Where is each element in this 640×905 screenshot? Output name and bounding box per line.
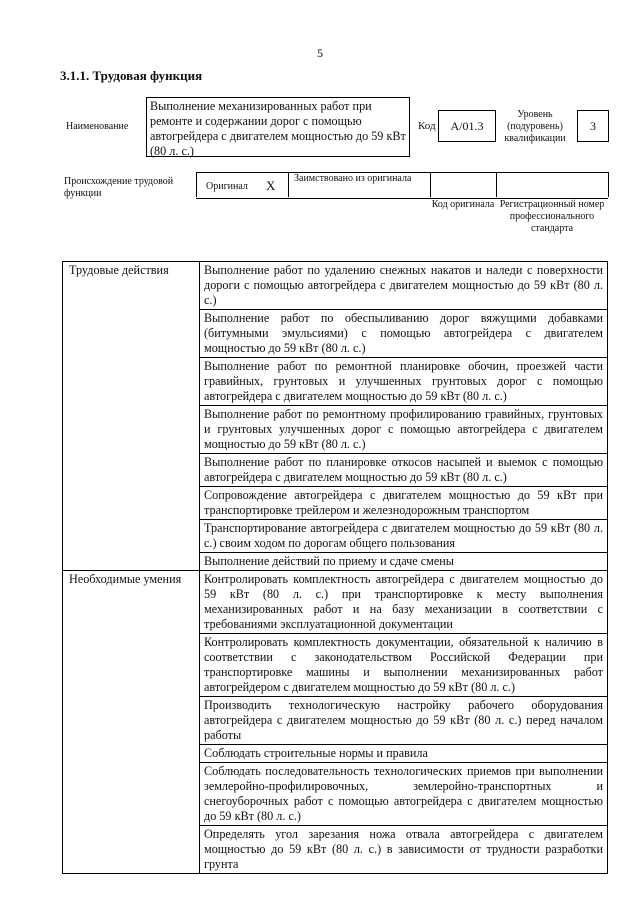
original-label: Оригинал — [206, 181, 248, 192]
level-label: Уровень (подуровень) квалификации — [504, 109, 566, 144]
list-item: Выполнение работ по удалению снежных накатов и наледи с поверхности дороги с помощью автогрейдера с двигателем мощностью до 59 кВт (80 л. с.) — [200, 262, 608, 310]
section-label: Трудовые действия — [63, 262, 200, 571]
list-item: Выполнение работ по ремонтной планировке обочин, проезжей части гравийных, грунтовых и улучшенных грунтовых дорог с помощью автогрейдера с двигателем мощностью до 59 кВт (80 л. с.) — [200, 358, 608, 406]
section-label: Необходимые умения — [63, 571, 200, 874]
origin-label: Происхождение трудовой функции — [64, 176, 174, 199]
list-item: Контролировать комплектность документации, обязательной к наличию в соответствии с законодательством Российской Федерации при транспортировке машины и выполнении механизированных работ автогрейдером с двигателем мощностью до 59 кВт (80 л. с.) — [200, 634, 608, 697]
page-number: 5 — [317, 46, 323, 60]
original-mark: X — [266, 178, 276, 193]
list-item: Соблюдать строительные нормы и правила — [200, 745, 608, 763]
section-title: 3.1.1. Трудовая функция — [60, 68, 203, 83]
list-item: Выполнение работ по обеспыливанию дорог вяжущими добавками (битумными эмульсиями) с помощью автогрейдера с двигателем мощностью до 59 кВт (80 л. с.) — [200, 310, 608, 358]
origin-divider — [608, 172, 609, 197]
origin-divider — [496, 172, 497, 197]
origin-divider — [430, 172, 431, 197]
level-value: 3 — [577, 110, 609, 142]
table-row — [63, 571, 608, 634]
list-item: Производить технологическую настройку рабочего оборудования автогрейдера с двигателем мощностью до 59 кВт (80 л. с.) перед началом работы — [200, 697, 608, 745]
origin-divider — [288, 172, 289, 197]
requirements-table — [62, 261, 608, 874]
list-item: Выполнение действий по приему и сдаче смены — [200, 553, 608, 571]
origin-divider — [196, 172, 197, 197]
table-row — [63, 262, 608, 310]
list-item: Определять угол зарезания ножа отвала автогрейдера с двигателем мощностью до 59 кВт (80 л. с.) в зависимости от трудности разработки грунта — [200, 826, 608, 874]
list-item: Выполнение работ по ремонтному профилированию гравийных, грунтовых и грунтовых улучшенных дорог с помощью автогрейдера с двигателем мощностью до 59 кВт (80 л. с.) — [200, 406, 608, 454]
reg-caption: Регистрационный номер профессионального стандарта — [499, 199, 605, 234]
list-item: Транспортирование автогрейдера с двигателем мощностью до 59 кВт (80 л. с.) своим ходом по дорогам общего пользования — [200, 520, 608, 553]
code-label: Код — [418, 120, 436, 132]
code-value: A/01.3 — [438, 110, 496, 142]
list-item: Соблюдать последовательность технологических приемов при выполнении землеройно-профилировочных, землеройно-транспортных и снегоуборочных работ с помощью автогрейдера с двигателем мощностью до 59 кВт (80 л. с.) — [200, 763, 608, 826]
code-caption: Код оригинала — [431, 199, 495, 210]
list-item: Выполнение работ по планировке откосов насыпей и выемок с помощью автогрейдера с двигателем мощностью до 59 кВт (80 л. с.) — [200, 454, 608, 487]
list-item: Контролировать комплектность автогрейдера с двигателем мощностью до 59 кВт (80 л. с.) при транспортировке к месту выполнения механизированных работ и на базу механизации в соответствии с требованиями эксплуатационной документации — [200, 571, 608, 634]
borrowed-label: Заимствовано из оригинала — [294, 173, 412, 184]
name-label: Наименование — [66, 121, 129, 132]
function-name: Выполнение механизированных работ при ремонте и содержании дорог с помощью автогрейдера с двигателем мощностью до 59 кВт (80 л. с.) — [146, 97, 410, 157]
list-item: Сопровождение автогрейдера с двигателем мощностью до 59 кВт при транспортировке трейлером и железнодорожным транспортом — [200, 487, 608, 520]
